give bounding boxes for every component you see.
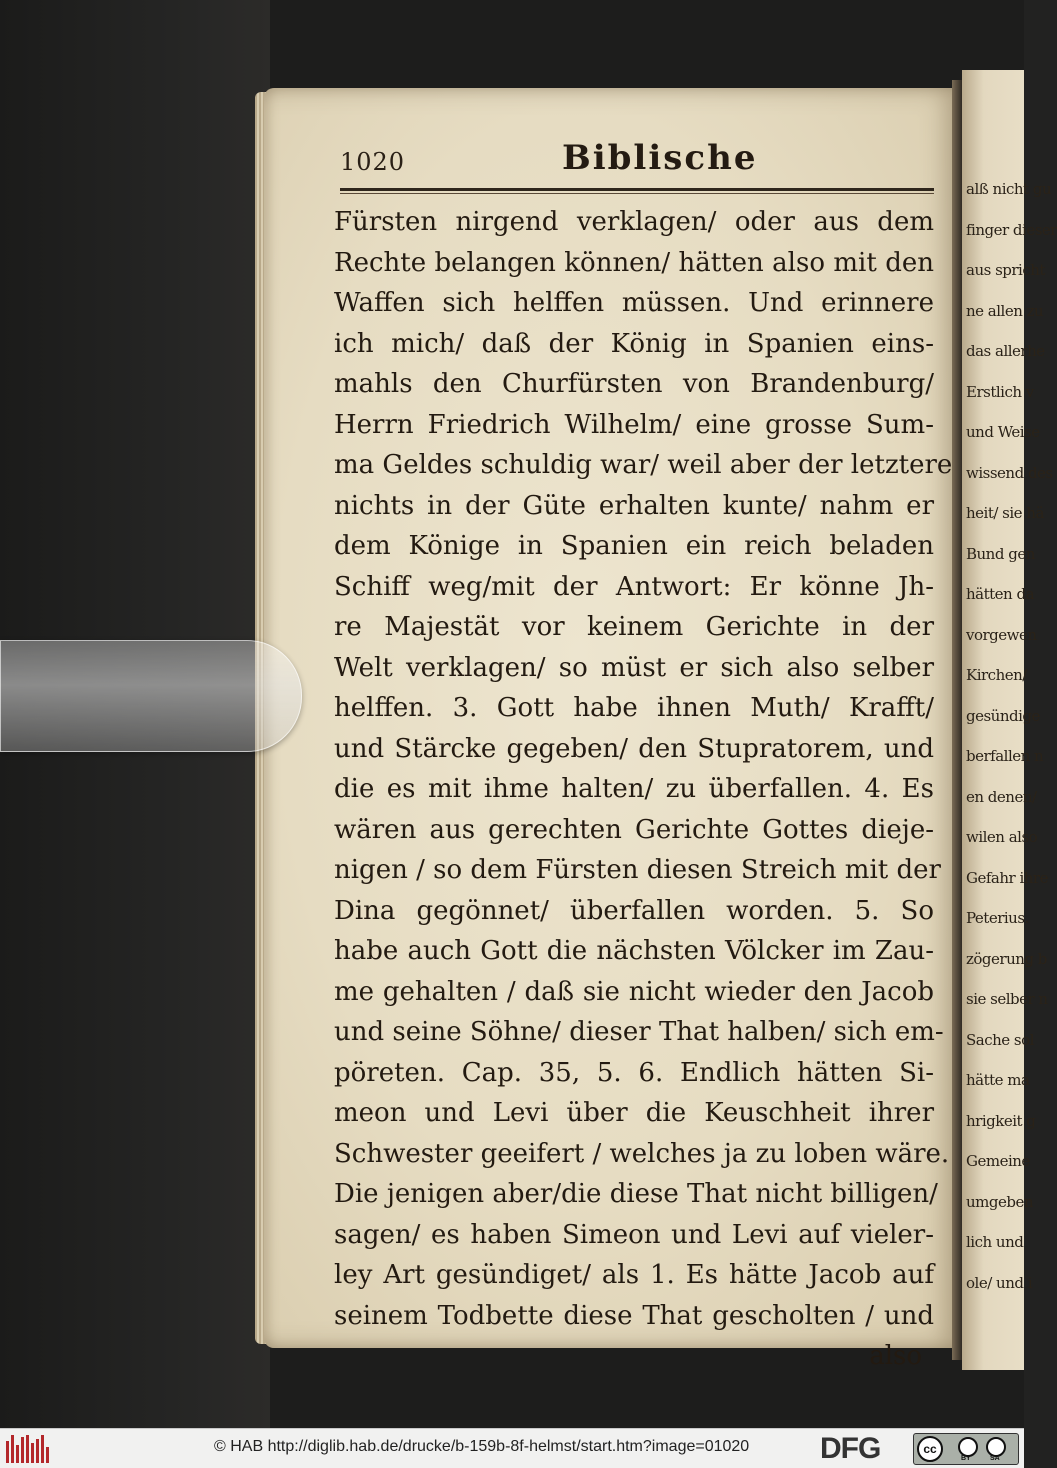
- facing-page-text-fragment: Gemeine: [966, 1152, 1030, 1170]
- hab-logo-bar: [21, 1437, 24, 1463]
- text-line: re Majestät vor keinem Gerichte in der: [334, 612, 934, 642]
- facing-page-text-fragment: das allerhe: [966, 342, 1045, 360]
- dfg-logo[interactable]: DFG: [820, 1432, 881, 1465]
- text-line: Schwester geeifert / welches ja zu loben wäre.: [334, 1138, 950, 1169]
- text-line: Herrn Friedrich Wilhelm/ eine grosse Sum-: [334, 409, 934, 440]
- facing-page-text-fragment: en denen/: [966, 787, 1037, 806]
- text-line: pöreten. Cap. 35, 5. 6. Endlich hätten Si-: [334, 1057, 934, 1088]
- hab-logo-bar: [46, 1447, 49, 1463]
- page-number: 1020: [340, 148, 406, 176]
- license-sa-label: SA: [990, 1455, 1000, 1462]
- viewer-footer: [0, 1428, 1024, 1468]
- license-by-label: BY: [961, 1455, 971, 1462]
- facing-page-text-fragment: Peterius.: [966, 909, 1029, 927]
- hab-logo-bar: [11, 1435, 14, 1463]
- text-line: meon und Levi über die Keuschheit ihrer: [334, 1098, 934, 1128]
- facing-page-text-fragment: Erstlich v: [966, 382, 1034, 401]
- facing-page-text-fragment: gesündige: [966, 706, 1040, 725]
- text-line: die es mit ihme halten/ zu überfallen. 4. Es: [334, 774, 934, 804]
- facing-page-text-fragment: Gefahr ihre: [966, 868, 1048, 887]
- facing-page-text-fragment: lich und: [966, 1233, 1024, 1251]
- text-line: Welt verklagen/ so müst er sich also selber: [334, 652, 934, 683]
- share-alike-icon: [986, 1437, 1006, 1457]
- header-rule-thin: [340, 193, 934, 194]
- facing-page-text-fragment: aus spricht: [966, 261, 1045, 279]
- text-line: me gehalten / daß sie nicht wieder den Jacob: [334, 976, 934, 1007]
- facing-page-text-fragment: berfallen n: [966, 747, 1044, 765]
- hab-logo-bar: [26, 1435, 29, 1463]
- cc-license-badge[interactable]: [913, 1433, 1019, 1465]
- facing-page-text-fragment: ne allen zu: [966, 301, 1044, 320]
- hab-logo-bar: [41, 1435, 44, 1463]
- facing-page-text-fragment: sie selber n: [966, 990, 1048, 1008]
- facing-page-text-fragment: ole/ und i: [966, 1273, 1033, 1292]
- facing-page-text-fragment: umgeben: [966, 1192, 1034, 1211]
- hab-logo-bar: [16, 1445, 19, 1463]
- facing-page-text-fragment: zögerung b: [966, 949, 1047, 968]
- text-line: Die jenigen aber/die diese That nicht billigen/: [334, 1179, 938, 1209]
- page-header: [340, 138, 936, 186]
- hab-logo-bar: [31, 1443, 34, 1463]
- attribution-icon: [958, 1437, 978, 1457]
- text-line: ley Art gesündiget/ als 1. Es hätte Jacob auf: [334, 1260, 934, 1290]
- glass-clamp: [0, 640, 302, 752]
- text-line: und seine Söhne/ dieser That halben/ sich em-: [334, 1017, 944, 1047]
- text-line: Waffen sich helffen müssen. Und erinnere: [334, 288, 934, 318]
- facing-page-text-fragment: alß nicht gu: [966, 180, 1052, 198]
- facing-page-text-fragment: finger dieser: [966, 220, 1057, 239]
- header-rule: [340, 188, 934, 191]
- hab-logo-bar: [36, 1439, 39, 1463]
- facing-page-text-fragment: hätten da: [966, 585, 1035, 603]
- text-line: mahls den Churfürsten von Brandenburg/: [334, 369, 934, 399]
- text-line: Fürsten nirgend verklagen/ oder aus dem: [334, 207, 934, 237]
- text-line: ich mich/ daß der König in Spanien eins-: [334, 328, 934, 359]
- running-head: Biblische: [562, 138, 758, 178]
- facing-page-text-fragment: hrigkeit g: [966, 1111, 1036, 1130]
- text-line: dem Könige in Spanien ein reich beladen: [334, 531, 934, 561]
- text-line: nigen / so dem Fürsten diesen Streich mit der: [334, 855, 941, 885]
- facing-page-text-fragment: Kirchen/: [966, 666, 1027, 684]
- catchword: also: [869, 1341, 922, 1371]
- text-line: Dina gegönnet/ überfallen worden. 5. So: [334, 895, 934, 926]
- text-line: helffen. 3. Gott habe ihnen Muth/ Krafft/: [334, 693, 934, 723]
- text-line: nichts in der Güte erhalten kunte/ nahm er: [334, 490, 934, 521]
- cc-icon: cc: [917, 1436, 943, 1462]
- source-credit-link[interactable]: © HAB http://diglib.hab.de/drucke/b-159b-8f-helmst/start.htm?image=01020: [214, 1438, 750, 1455]
- facing-page-fragment: [962, 70, 1057, 1370]
- facing-page-text-fragment: heit/ sie hä: [966, 504, 1044, 522]
- text-line: und Stärcke gegeben/ den Stupratorem, und: [334, 733, 934, 764]
- text-line: Rechte belangen können/ hätten also mit den: [334, 247, 934, 278]
- hab-logo-bar: [6, 1441, 9, 1463]
- text-line: Schiff weg/mit der Antwort: Er könne Jh-: [334, 571, 934, 602]
- facing-page-text-fragment: hätte ma: [966, 1071, 1030, 1089]
- facing-page-text-fragment: Bund gen: [966, 544, 1035, 563]
- text-line: wären aus gerechten Gerichte Gottes dieje-: [334, 814, 934, 845]
- facing-page-text-fragment: wissend des: [966, 463, 1053, 482]
- hab-logo-icon[interactable]: [6, 1435, 54, 1463]
- facing-page-text-fragment: vorgewen: [966, 625, 1037, 644]
- text-line: sagen/ es haben Simeon und Levi auf vieler-: [334, 1219, 934, 1250]
- text-line: seinem Todbette diese That gescholten / und: [334, 1300, 934, 1331]
- text-line: ma Geldes schuldig war/ weil aber der letztere: [334, 450, 953, 480]
- facing-page-text-fragment: und Weise: [966, 423, 1040, 441]
- text-line: habe auch Gott die nächsten Völcker im Zau-: [334, 936, 934, 966]
- facing-page-text-fragment: Sache sol: [966, 1030, 1034, 1049]
- page-text: [334, 202, 953, 1377]
- facing-page-text-fragment: wilen also: [966, 828, 1038, 846]
